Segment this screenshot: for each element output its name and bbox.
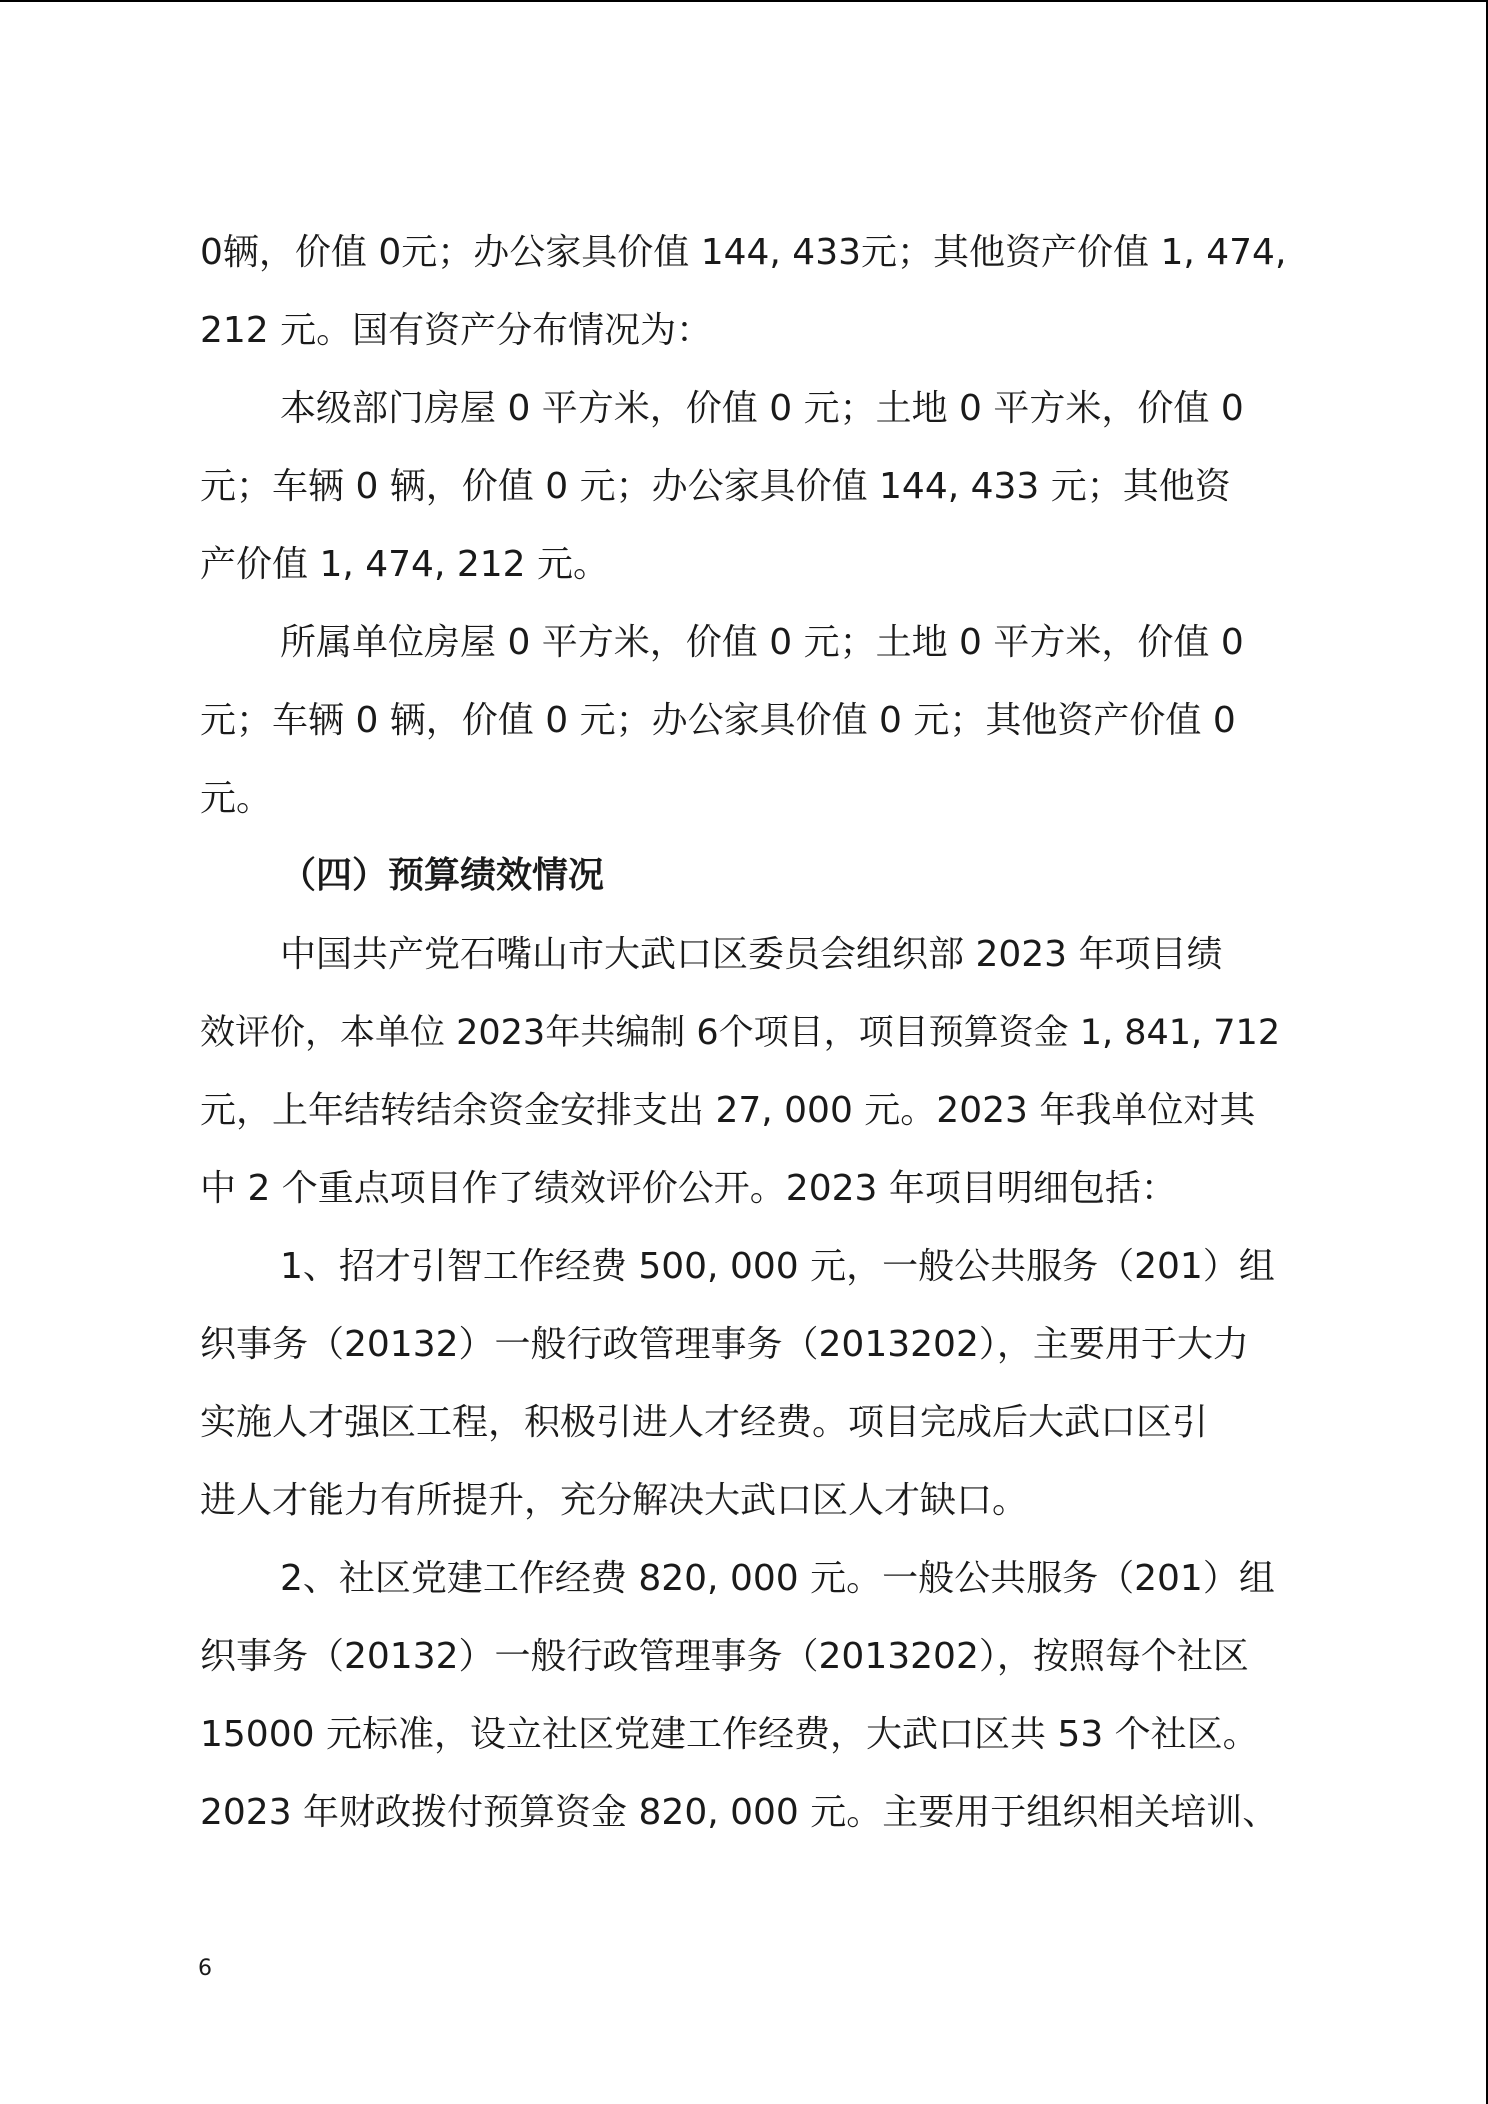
- text-line: [200, 701, 1308, 741]
- text-line-content: 元；车辆 0 辆，价值 0 元；办公家具价值 0 元；其他资产价值 0: [200, 700, 1236, 741]
- text-line: [200, 1325, 1308, 1365]
- text-line-content: 中国共产党石嘴山市大武口区委员会组织部 2023 年项目绩: [280, 934, 1223, 975]
- text-line-content: 本级部门房屋 0 平方米，价值 0 元；土地 0 平方米，价值 0: [280, 388, 1244, 429]
- section-heading: （四）预算绩效情况: [280, 855, 605, 896]
- text-line: [200, 1481, 1308, 1521]
- text-line-content: 效评价，本单位 2023年共编制 6个项目，项目预算资金 1, 841, 712: [200, 1013, 1281, 1053]
- text-line-content: 15000 元标准，设立社区党建工作经费，大武口区共 53 个社区。: [200, 1714, 1259, 1755]
- text-line-content: 进人才能力有所提升，充分解决大武口区人才缺口。: [200, 1480, 1029, 1521]
- page-number: 6: [198, 1956, 212, 1981]
- text-line: [280, 1559, 1308, 1599]
- text-line: [200, 1013, 1308, 1053]
- text-line: [280, 1247, 1308, 1287]
- text-line-content: 212 元。国有资产分布情况为：: [200, 310, 713, 351]
- text-line: [200, 467, 1308, 507]
- text-line: [200, 1091, 1308, 1131]
- page-top-border: [0, 0, 1488, 2]
- text-line-content: 中 2 个重点项目作了绩效评价公开。2023 年项目明细包括：: [200, 1168, 1177, 1209]
- text-line: [200, 233, 1308, 273]
- text-line: [200, 1637, 1308, 1677]
- text-line: [200, 779, 1308, 819]
- text-line-content: 2023 年财政拨付预算资金 820, 000 元。主要用于组织相关培训、: [200, 1792, 1279, 1833]
- text-line-content: 元。: [200, 778, 273, 819]
- text-line: [280, 935, 1308, 975]
- text-line-content: 产价值 1, 474, 212 元。: [200, 544, 609, 585]
- text-line-content: 2、社区党建工作经费 820, 000 元。一般公共服务（201）组: [280, 1558, 1275, 1599]
- text-line-content: 织事务（20132）一般行政管理事务（2013202），按照每个社区: [200, 1636, 1249, 1677]
- text-line-content: 0辆，价值 0元；办公家具价值 144, 433元；其他资产价值 1, 474,: [200, 232, 1287, 273]
- text-line: [280, 389, 1308, 429]
- text-line: [200, 545, 1308, 585]
- text-line: [200, 1169, 1308, 1209]
- text-line: [200, 1403, 1308, 1443]
- text-line-content: 元，上年结转结余资金安排支出 27, 000 元。2023 年我单位对其: [200, 1090, 1256, 1131]
- text-line-content: 织事务（20132）一般行政管理事务（2013202），主要用于大力: [200, 1324, 1249, 1365]
- text-line: [280, 623, 1308, 663]
- text-line: [200, 311, 1308, 351]
- text-line-content: 元；车辆 0 辆，价值 0 元；办公家具价值 144, 433 元；其他资: [200, 466, 1231, 507]
- text-line-content: 所属单位房屋 0 平方米，价值 0 元；土地 0 平方米，价值 0: [280, 622, 1244, 663]
- text-line-content: 1、招才引智工作经费 500, 000 元，一般公共服务（201）组: [280, 1246, 1275, 1287]
- text-line: [200, 1715, 1308, 1755]
- text-line-content: 实施人才强区工程，积极引进人才经费。项目完成后大武口区引: [200, 1402, 1209, 1443]
- text-line: [200, 1793, 1308, 1833]
